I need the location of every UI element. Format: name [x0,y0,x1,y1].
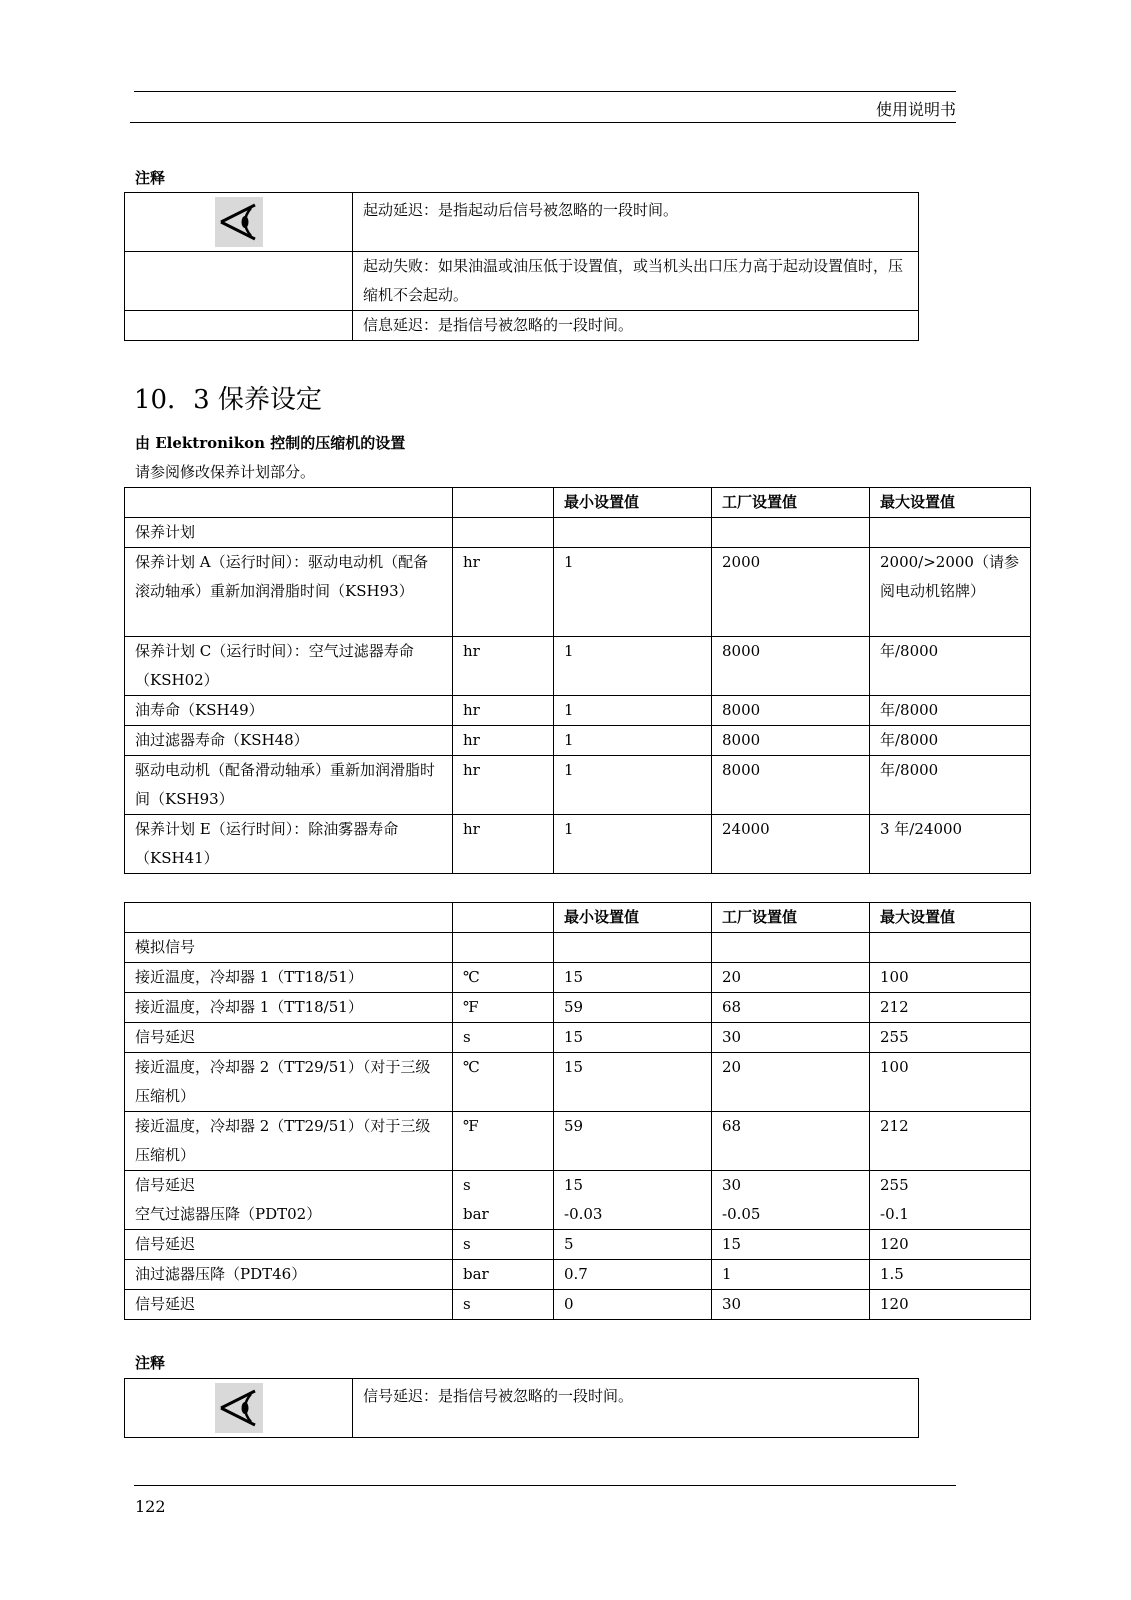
table-header [453,903,554,933]
note-table [124,1378,919,1438]
table-row: 信号延迟 s 5 15 120 [125,1230,1031,1260]
header-rule-bottom [130,122,956,123]
note-icon-cell [125,193,353,252]
table-header [453,488,554,518]
analog-signal-table [124,902,1031,1320]
table-row: 保养计划 C（运行时间）：空气过滤器寿命（KSH02） hr 1 8000 年/8000 [125,637,1031,696]
eye-note-icon [215,197,263,247]
page-number: 122 [135,1497,166,1516]
section-title: 10．3 保养设定 [134,385,322,415]
note-heading: 注释 [135,169,166,187]
table-row: 保养计划 A（运行时间）：驱动电动机（配备滚动轴承）重新加润滑脂时间（KSH93） hr 1 2000 2000/>2000（请参阅电动机铭牌） [125,548,1031,637]
table-row: 油寿命（KSH49） hr 1 8000 年/8000 [125,696,1031,726]
table-row: 接近温度，冷却器 1（TT18/51） ℃ 15 20 100 [125,963,1031,993]
table-row: 油过滤器寿命（KSH48） hr 1 8000 年/8000 [125,726,1031,756]
table-header-factory: 工厂设置值 [712,488,870,518]
table-row: 油过滤器压降（PDT46） bar 0.7 1 1.5 [125,1260,1031,1290]
table-header [125,488,453,518]
header-rule-top [134,91,956,92]
table-header-factory: 工厂设置值 [712,903,870,933]
table-header [125,903,453,933]
note-text: 起动延迟：是指起动后信号被忽略的一段时间。 [353,193,919,252]
maintenance-table [124,487,1031,874]
note-heading: 注释 [135,1354,166,1372]
note-text: 信号延迟：是指信号被忽略的一段时间。 [353,1379,919,1438]
table-row: 模拟信号 [125,933,1031,963]
table-header-max: 最大设置值 [870,488,1031,518]
note-table [124,192,919,341]
footer-rule [134,1485,956,1486]
header-title: 使用说明书 [875,100,956,119]
table-row: 信号延迟 s 0 30 120 [125,1290,1031,1320]
table-row: 接近温度，冷却器 2（TT29/51）（对于三级压缩机） ℉ 59 68 212 [125,1112,1031,1171]
table-row: 接近温度，冷却器 1（TT18/51） ℉ 59 68 212 [125,993,1031,1023]
table-header-min: 最小设置值 [554,903,712,933]
table-header-min: 最小设置值 [554,488,712,518]
table-row: 接近温度，冷却器 2（TT29/51）（对于三级压缩机） ℃ 15 20 100 [125,1053,1031,1112]
table-header-max: 最大设置值 [870,903,1031,933]
section-intro: 请参阅修改保养计划部分。 [135,463,316,481]
table-row: 信号延迟 s 15 30 255 [125,1023,1031,1053]
note-text: 信息延迟：是指信号被忽略的一段时间。 [353,311,919,341]
table-row: 保养计划 E（运行时间）：除油雾器寿命（KSH41） hr 1 24000 3 年/24000 [125,815,1031,874]
table-row: 驱动电动机（配备滑动轴承）重新加润滑脂时间（KSH93） hr 1 8000 年/8000 [125,756,1031,815]
table-row: 保养计划 [125,518,1031,548]
note-text: 起动失败：如果油温或油压低于设置值，或当机头出口压力高于起动设置值时，压缩机不会起动。 [353,252,919,311]
eye-note-icon [215,1383,263,1433]
note-icon-cell [125,1379,353,1438]
table-row: 信号延迟 空气过滤器压降（PDT02） s bar 15 -0.03 30 -0.05 255 -0.1 [125,1171,1031,1230]
section-subtitle: 由 Elektronikon 控制的压缩机的设置 [135,434,406,452]
